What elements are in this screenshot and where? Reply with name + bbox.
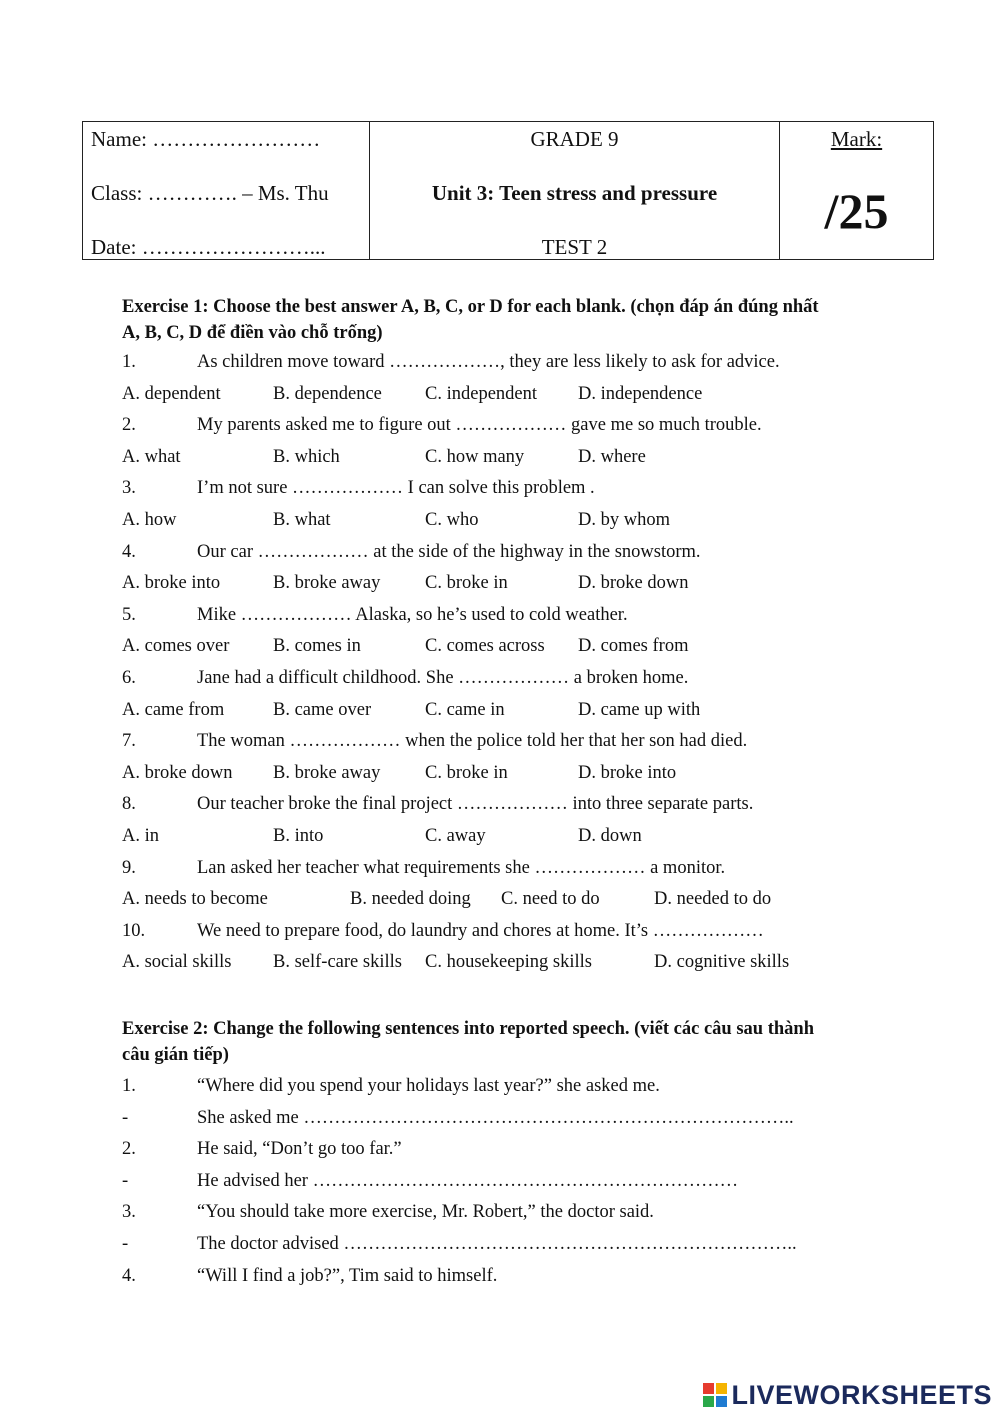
item-text: The doctor advised ………………………………………………………………..	[197, 1234, 797, 1254]
answer-option: C. housekeeping skills	[425, 952, 593, 973]
answer-option: B. broke away	[273, 573, 381, 594]
answer-option: C. independent	[425, 383, 538, 404]
answer-option: D. came up with	[578, 699, 701, 720]
liveworksheets-logo	[703, 1380, 992, 1410]
answer-option: B. dependence	[273, 383, 382, 404]
question-text: As children move toward ………………, they are less likely to ask for advice.	[197, 352, 780, 372]
answer-option: D. broke into	[578, 762, 677, 783]
answer-option: A. dependent	[122, 383, 221, 404]
answer-option: D. down	[578, 826, 642, 846]
answer-option: A. social skills	[122, 952, 232, 973]
answer-option: B. what	[273, 510, 331, 530]
question-text: We need to prepare food, do laundry and chores at home. It’s ………………	[197, 920, 764, 941]
date-line: Date: ……………………...	[91, 235, 326, 259]
question-number: 3.	[122, 478, 136, 499]
item-marker: -	[122, 1107, 129, 1128]
item-marker: 1.	[122, 1076, 136, 1096]
item-marker: 3.	[122, 1202, 136, 1223]
answer-option: B. came over	[273, 699, 372, 720]
answer-option: B. which	[273, 446, 340, 467]
question-text: Lan asked her teacher what requirements she ……………… a monitor.	[197, 857, 726, 878]
item-marker: -	[122, 1234, 129, 1254]
answer-option: C. broke in	[425, 762, 508, 783]
question-text: I’m not sure ……………… I can solve this problem .	[197, 478, 595, 499]
answer-option: A. came from	[122, 699, 225, 720]
exercise1-title-line2: A, B, C, D để điền vào chỗ trống)	[122, 323, 383, 343]
item-marker: 2.	[122, 1139, 136, 1160]
grade-label: GRADE 9	[530, 127, 619, 151]
answer-option: C. broke in	[425, 573, 508, 594]
exercise1-title	[122, 294, 892, 346]
logo-text: LIVEWORKSHEETS	[731, 1379, 992, 1410]
header-table	[82, 121, 934, 260]
answer-option: A. comes over	[122, 636, 230, 657]
answer-option: D. by whom	[578, 510, 670, 530]
logo-icon	[703, 1383, 727, 1407]
mark-label: Mark:	[830, 127, 883, 151]
question-text: Mike ……………… Alaska, so he’s used to cold weather.	[197, 604, 628, 625]
question-number: 2.	[122, 415, 136, 436]
exercise2-title-line1: Exercise 2: Change the following sentences into reported speech. (viết các câu sau thành	[122, 1019, 814, 1039]
question-number: 5.	[122, 604, 136, 625]
answer-option: A. in	[122, 826, 159, 846]
answer-option: B. comes in	[273, 636, 361, 657]
answer-option: D. cognitive skills	[654, 952, 790, 973]
answer-option: D. independence	[578, 383, 703, 404]
question-text: Our car ……………… at the side of the highway in the snowstorm.	[197, 541, 701, 562]
answer-option: C. who	[425, 510, 479, 530]
logo-square	[716, 1396, 727, 1407]
answer-option: D. needed to do	[654, 889, 772, 910]
question-text: The woman ……………… when the police told her that her son had died.	[197, 731, 748, 752]
item-text: “Will I find a job?”, Tim said to himself.	[197, 1265, 498, 1286]
logo-square	[716, 1383, 727, 1394]
answer-option: A. broke into	[122, 573, 221, 594]
answer-option: C. comes across	[425, 636, 545, 657]
answer-option: C. came in	[425, 699, 505, 720]
answer-option: C. need to do	[501, 889, 600, 910]
item-marker: 4.	[122, 1265, 136, 1286]
question-text: Our teacher broke the final project ……………… into three separate parts.	[197, 794, 754, 815]
question-number: 9.	[122, 857, 136, 878]
answer-option: A. how	[122, 510, 177, 530]
answer-option: A. needs to become	[122, 889, 268, 910]
answer-option: B. into	[273, 826, 324, 846]
logo-square	[703, 1396, 714, 1407]
name-line: Name: ……………………	[91, 127, 321, 151]
item-text: She asked me ……………………………………………………………………..	[197, 1107, 794, 1128]
question-number: 6.	[122, 668, 136, 688]
question-text: My parents asked me to figure out ……………… gave me so much trouble.	[197, 415, 762, 436]
logo-square	[703, 1383, 714, 1394]
unit-title: Unit 3: Teen stress and pressure	[431, 181, 718, 205]
answer-option: D. where	[578, 446, 646, 467]
answer-option: A. broke down	[122, 762, 233, 783]
question-number: 10.	[122, 920, 146, 941]
student-info-cell	[83, 122, 370, 260]
item-marker: -	[122, 1170, 129, 1191]
answer-option: D. broke down	[578, 573, 689, 594]
answer-option: B. needed doing	[350, 889, 471, 910]
answer-option: D. comes from	[578, 636, 689, 657]
item-text: He advised her ……………………………………………………………	[197, 1170, 739, 1191]
answer-option: C. away	[425, 826, 486, 846]
test-label: TEST 2	[541, 235, 608, 259]
exercise1-title-line1: Exercise 1: Choose the best answer A, B, C, or D for each blank. (chọn đáp án đúng nhất	[122, 297, 819, 317]
item-text: “Where did you spend your holidays last year?” she asked me.	[197, 1076, 660, 1096]
item-text: “You should take more exercise, Mr. Robert,” the doctor said.	[197, 1202, 654, 1223]
answer-option: B. broke away	[273, 762, 381, 783]
mark-cell	[780, 122, 934, 260]
mark-total: /25	[824, 183, 889, 239]
question-number: 7.	[122, 731, 136, 752]
test-info-cell	[370, 122, 780, 260]
exercise2-title	[122, 1016, 892, 1068]
answer-option: A. what	[122, 446, 181, 467]
answer-option: C. how many	[425, 446, 525, 467]
question-number: 1.	[122, 352, 136, 372]
exercise2-title-line2: câu gián tiếp)	[122, 1045, 229, 1065]
question-number: 8.	[122, 794, 136, 815]
answer-option: B. self-care skills	[273, 952, 402, 973]
item-text: He said, “Don’t go too far.”	[197, 1139, 402, 1160]
question-text: Jane had a difficult childhood. She ……………… a broken home.	[197, 668, 689, 688]
question-number: 4.	[122, 541, 136, 562]
class-line: Class: …………. – Ms. Thu	[91, 181, 329, 205]
